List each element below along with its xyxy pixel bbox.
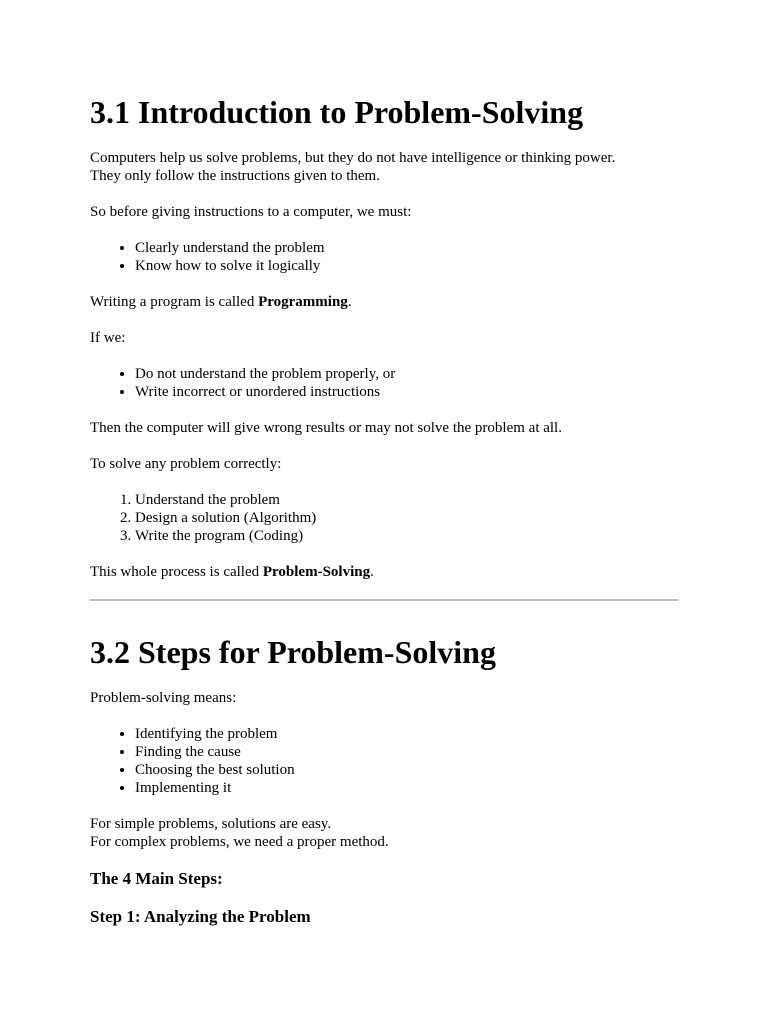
programming-definition — [90, 293, 678, 311]
simple-problems-line: For simple problems, solutions are easy. — [90, 816, 332, 832]
section-divider — [90, 599, 678, 601]
problem-solving-definition — [90, 563, 678, 581]
list-item: 3. Write the program (Coding) — [135, 527, 678, 545]
programming-prefix: Writing a program is called — [90, 294, 259, 310]
wrong-results-paragraph: Then the computer will give wrong results or may not solve the problem at all. — [90, 420, 562, 436]
main-steps-heading: The 4 Main Steps: — [90, 869, 223, 888]
list-item: 1. Understand the problem — [135, 491, 678, 509]
process-suffix: . — [370, 564, 374, 580]
process-prefix: This whole process is called — [90, 564, 263, 580]
process-steps-list — [90, 491, 678, 545]
intro-line-2: They only follow the instructions given to them. — [90, 168, 380, 184]
problem-solving-list — [90, 725, 678, 797]
intro-line-1: Computers help us solve problems, but they do not have intelligence or thinking power. — [90, 150, 616, 166]
complexity-paragraph — [90, 815, 678, 851]
list-item: • Do not understand the problem properly, or — [135, 365, 678, 383]
list-item: • Choosing the best solution — [135, 761, 678, 779]
programming-term: Programming — [258, 294, 348, 310]
complex-problems-line: For complex problems, we need a proper method. — [90, 834, 389, 850]
list-item: • Identifying the problem — [135, 725, 678, 743]
list-item: 2. Design a solution (Algorithm) — [135, 509, 678, 527]
document-content — [90, 92, 678, 945]
list-item: • Clearly understand the problem — [135, 239, 678, 257]
section-title-3-1: 3.1 Introduction to Problem-Solving — [90, 94, 584, 130]
mistakes-list — [90, 365, 678, 401]
section-title-3-2: 3.2 Steps for Problem-Solving — [90, 634, 496, 670]
before-instructions-paragraph: So before giving instructions to a computer, we must: — [90, 204, 412, 220]
list-item: • Finding the cause — [135, 743, 678, 761]
intro-paragraph — [90, 149, 678, 185]
problem-solving-term: Problem-Solving — [262, 564, 371, 580]
problem-solving-means-paragraph: Problem-solving means: — [90, 690, 237, 706]
solve-correctly-paragraph: To solve any problem correctly: — [90, 456, 282, 472]
if-we-paragraph: If we: — [90, 330, 126, 346]
prerequisite-list — [90, 239, 678, 275]
programming-suffix: . — [347, 294, 352, 310]
step-1-heading: Step 1: Analyzing the Problem — [90, 907, 311, 926]
list-item: • Write incorrect or unordered instructions — [135, 383, 678, 401]
list-item: • Know how to solve it logically — [135, 257, 678, 275]
list-item: • Implementing it — [135, 779, 678, 797]
